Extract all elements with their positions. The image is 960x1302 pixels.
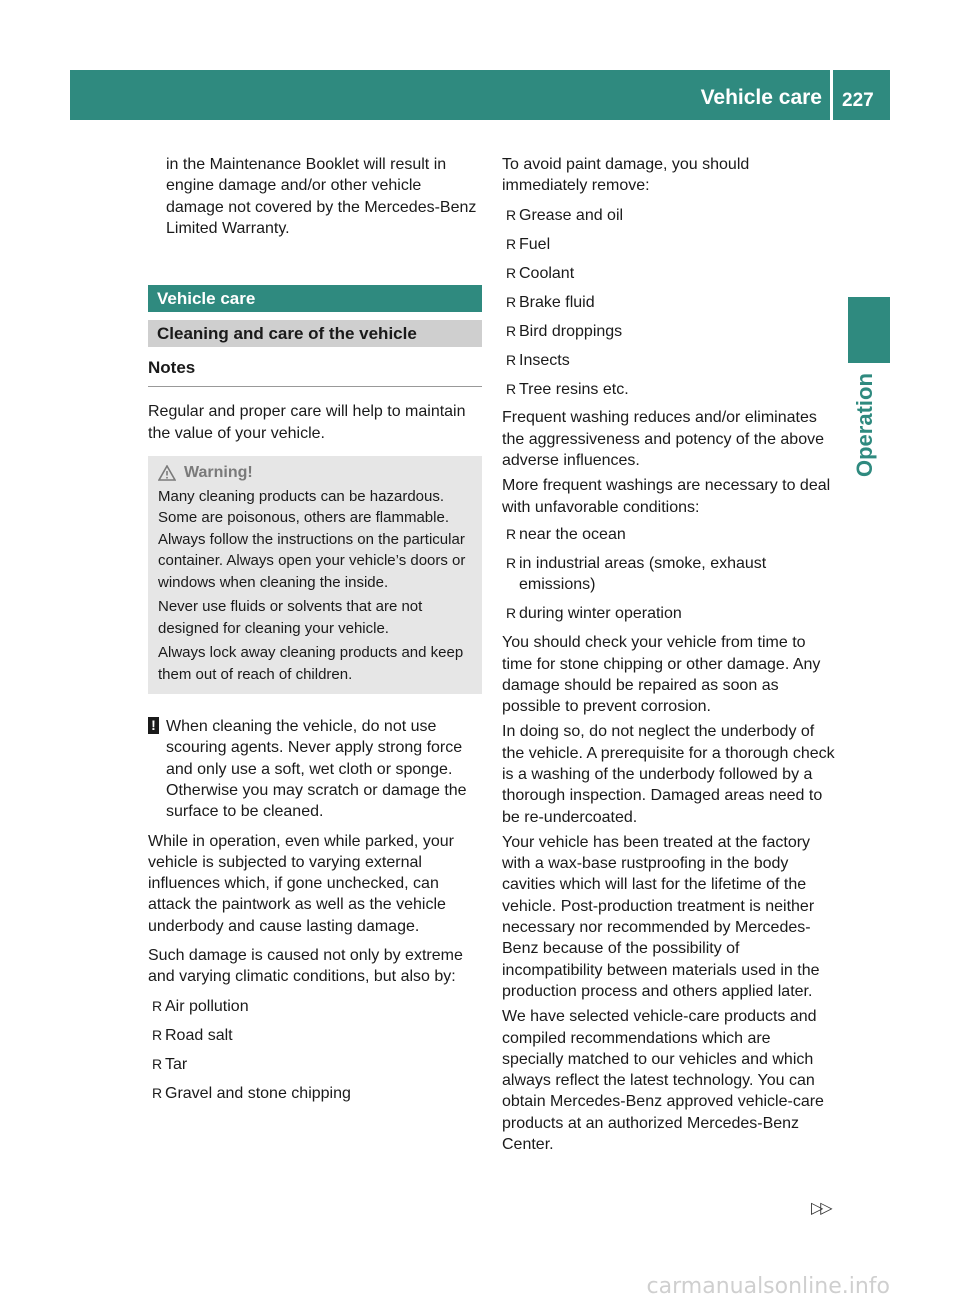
intro-paragraph: in the Maintenance Booklet will result in engine damage and/or other vehicle damage not covered by the Mercedes-Benz Limited Warranty.	[166, 156, 477, 237]
left-column	[148, 154, 482, 1112]
warning-paragraph: Never use fluids or solvents that are not designed for cleaning your vehicle.	[158, 598, 423, 637]
warning-paragraph: Many cleaning products can be hazardous. Some are poisonous, others are flammable. Always follow the instructions on the particular container. Always open your vehicle’s doors or windows when cleaning the inside.	[158, 487, 466, 591]
page-section-title: Vehicle care	[700, 86, 822, 109]
notes-heading: Notes	[148, 357, 482, 387]
caution-icon: !	[148, 717, 159, 734]
operation-paragraph: While in operation, even while parked, your vehicle is subjected to varying external influences which, if gone unchecked, can attack the paintwork as well as the vehicle underbody and cause lasting damage.	[148, 832, 454, 935]
page-number: 227	[842, 90, 874, 111]
warning-header	[158, 462, 474, 484]
caution-note	[148, 716, 482, 822]
side-tab	[848, 297, 890, 363]
more-paragraph: More frequent washings are necessary to deal with unfavorable conditions:	[502, 477, 831, 516]
subsection-heading: Cleaning and care of the vehicle	[148, 320, 482, 347]
notes-paragraph: Regular and proper care will help to maintain the value of your vehicle.	[148, 403, 466, 442]
frequent-paragraph: Frequent washing reduces and/or eliminates the aggressiveness and potency of the above adverse influences.	[502, 409, 824, 470]
list-item: R Coolant	[502, 263, 836, 284]
list-item: R Air pollution	[148, 996, 482, 1017]
list-item: R Grease and oil	[502, 205, 836, 226]
list-item: R Fuel	[502, 234, 836, 255]
check-paragraph: You should check your vehicle from time to time for stone chipping or other damage. Any damage should be repaired as soon as possible to prevent corrosion.	[502, 634, 821, 716]
warning-paragraph: Always lock away cleaning products and keep them out of reach of children.	[158, 644, 464, 683]
list-item: R near the ocean	[502, 524, 836, 545]
factory-paragraph: Your vehicle has been treated at the factory with a wax-base rustproofing in the body cavities which will last for the lifetime of the vehicle. Post-production treatment is neither necessary nor recommended by Mercedes-Benz because of the possibility of incompatibility between materials used in the production process and others applied later.	[502, 833, 820, 1000]
warning-box	[148, 456, 482, 694]
remove-list	[502, 205, 836, 400]
section-heading: Vehicle care	[148, 285, 482, 312]
list-item: R Tree resins etc.	[502, 379, 836, 400]
caused-paragraph: Such damage is caused not only by extreme and varying climatic conditions, but also by:	[148, 947, 463, 986]
warning-triangle-icon	[158, 465, 176, 481]
list-item: R Gravel and stone chipping	[148, 1083, 482, 1104]
list-item: R Insects	[502, 350, 836, 371]
list-item: R Tar	[148, 1054, 482, 1075]
avoid-paragraph: To avoid paint damage, you should immediately remove:	[502, 156, 750, 195]
list-item: R Brake fluid	[502, 292, 836, 313]
continue-marker: ▷▷	[811, 1200, 830, 1217]
header-divider	[830, 70, 833, 120]
list-item: R during winter operation	[502, 603, 836, 624]
side-tab-label: Operation	[852, 373, 877, 477]
caution-text: When cleaning the vehicle, do not use scouring agents. Never apply strong force and only use a soft, wet cloth or sponge. Otherwise you may scratch or damage the surface to be cleaned.	[166, 718, 467, 821]
watermark: carmanualsonline.info	[646, 1274, 890, 1299]
underbody-paragraph: In doing so, do not neglect the underbody of the vehicle. A prerequisite for a thorough check is a washing of the underbody followed by a thorough inspection. Damaged areas need to be re-undercoated.	[502, 723, 835, 826]
causes-list	[148, 996, 482, 1104]
list-item: R Bird droppings	[502, 321, 836, 342]
warning-title: Warning!	[184, 464, 253, 482]
products-paragraph: We have selected vehicle-care products and compiled recommendations which are specially matched to our vehicles and which always reflect the latest technology. You can obtain Mercedes-Benz approved vehicle-care products at an authorized Mercedes-Benz Center.	[502, 1008, 824, 1154]
list-item: R Road salt	[148, 1025, 482, 1046]
right-column	[502, 154, 836, 1159]
list-item: R in industrial areas (smoke, exhaust emissions)	[502, 553, 836, 596]
conditions-list	[502, 524, 836, 625]
